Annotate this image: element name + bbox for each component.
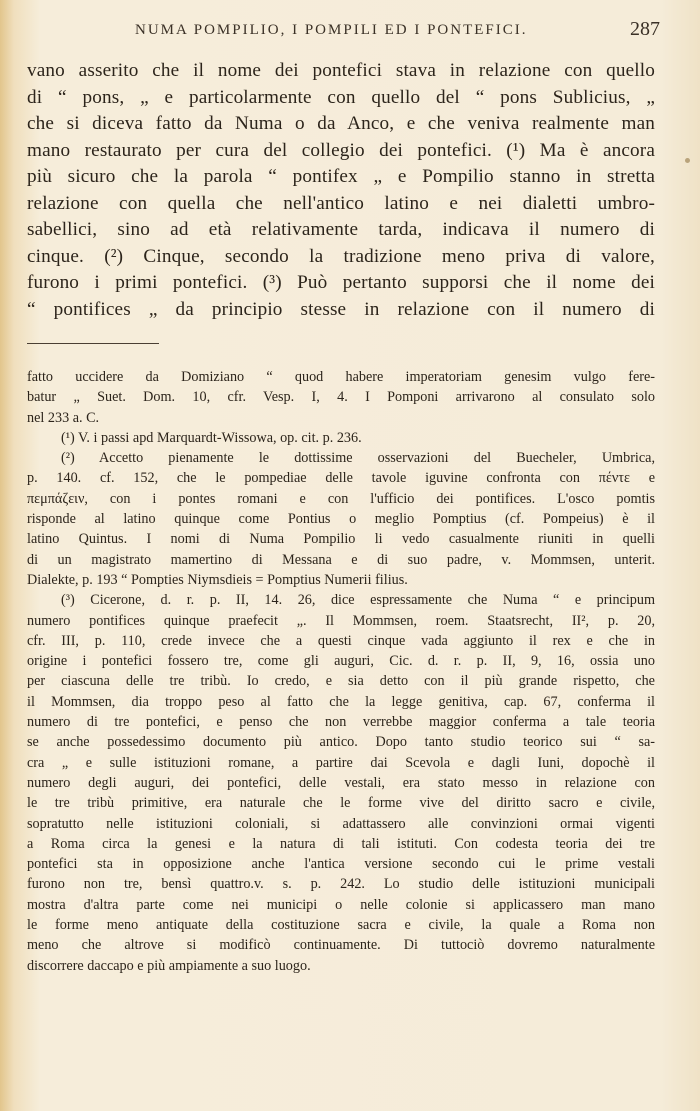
body-line: che si diceva fatto da Numa o da Anco, e che veniva realmente man — [27, 113, 655, 134]
footnote-line: risponde al latino quinque come Pontius o meglio Pomptius (cf. Pompeius) è il — [27, 511, 655, 528]
footnote-line: numero pontifices quinque praefecit „. Il Mommsen, roem. Staatsrecht, II², p. 20, — [27, 612, 655, 629]
footnote-line: latino Quintus. I nomi di Numa Pompilio li vedo casualmente riuniti in quelli — [27, 531, 655, 548]
footnote-line: discorrere daccapo e più ampiamente a suo luogo. — [27, 957, 311, 974]
running-title: NUMA POMPILIO, I POMPILI ED I PONTEFICI. — [135, 22, 528, 38]
footnote-line: πεμπάζειν, con i pontes romani e con l'ufficio dei pontifices. L'osco pomtis — [27, 490, 655, 507]
body-line: vano asserito che il nome dei pontefici stava in relazione con quello — [27, 60, 655, 81]
body-line: relazione con quella che nell'antico latino e nei dialetti umbro- — [27, 192, 655, 214]
footnote-line: cfr. III, p. 110, crede invece che a questi cinque vada aggiunto il rex e che in — [27, 632, 655, 649]
page-number: 287 — [630, 18, 660, 40]
body-line: cinque. (²) Cinque, secondo la tradizione meno priva di valore, — [27, 245, 655, 267]
body-line: “ pontifices „ da principio stesse in relazione con il numero di — [27, 298, 655, 320]
footnote-line: a Roma circa la genesi e la natura di tali istituti. Con codesta teoria dei tre — [27, 835, 655, 852]
footnote-line: numero degli auguri, dei pontefici, delle vestali, era stato messo in relazione con — [27, 774, 655, 791]
footnote-line: sopratutto nelle istituzioni coloniali, si adattassero alle convinzioni ormai vigenti — [27, 815, 655, 832]
footnote-line: pontefici sta in opposizione anche l'antica versione secondo cui le prime vestali — [27, 856, 655, 873]
body-paragraph — [27, 58, 655, 323]
footnote-line: il Mommsen, dia troppo peso al fatto che la legge genitiva, cap. 67, conferma il — [27, 693, 655, 710]
footnote-line: meno che altrove si modificò continuamente. Di tuttociò dovremo naturalmente — [27, 937, 655, 954]
footnote-line: per ciascuna delle tre tribù. Io credo, e sia detto con il più grande rispetto, che — [27, 673, 655, 690]
footnote-line: (³) Cicerone, d. r. p. II, 14. 26, dice espressamente che Numa “ e principum — [61, 592, 655, 609]
footnote-line: cra „ e sulle istituzioni romane, a partire dai Scevola e dagli Iuni, dopochè il — [27, 754, 655, 771]
footnote-line: origine i pontefici fossero tre, come gli auguri, Cic. d. r. p. II, 9, 16, ossia uno — [27, 653, 655, 670]
footnote-line: mostra d'altra parte come nei municipi o nelle colonie si applicassero man mano — [27, 896, 655, 913]
footnote-line: nel 233 a. C. — [27, 409, 100, 426]
body-line: più sicuro che la parola “ pontifex „ e Pompilio stanno in stretta — [27, 166, 655, 187]
body-line: sabellici, sino ad età relativamente tarda, indicava il numero di — [27, 219, 655, 240]
footnote-line: p. 140. cf. 152, che le pompediae delle tavole iguvine confronta con πέντε e — [27, 470, 655, 487]
footnote-line: (²) Accetto pienamente le dottissime osservazioni del Buecheler, Umbrica, — [61, 450, 655, 467]
footnote-line: batur „ Suet. Dom. 10, cfr. Vesp. I, 4. I Pomponi arrivarono al consulato solo — [27, 389, 655, 406]
footnote-line: furono non tre, bensì quattro.v. s. p. 242. Lo studio delle istituzioni municipali — [27, 876, 655, 893]
footnote-line: numero di tre pontefici, e penso che non verrebbe maggior conferma a tale teoria — [27, 714, 655, 731]
footnote-line: se anche possedessimo documento più antico. Dopo tanto studio teorico sui “ sa- — [27, 734, 655, 751]
body-line: di “ pons, „ e particolarmente con quello del “ pons Sublicius, „ — [27, 86, 655, 108]
footnote-line: le tre tribù primitive, era naturale che le forme vive del diritto sacro e civile, — [27, 795, 655, 812]
footnote-line: di un magistrato mamertino di Messana e di suo padre, v. Mommsen, unterit. — [27, 551, 655, 568]
body-line: furono i primi pontefici. (³) Può pertanto supporsi che il nome dei — [27, 272, 655, 293]
footnotes — [27, 367, 655, 976]
paper-blemish — [685, 158, 690, 163]
footnote-line: fatto uccidere da Domiziano “ quod habere imperatoriam genesim vulgo fere- — [27, 369, 655, 385]
footnote-line: Dialekte, p. 193 “ Pompties Niymsdieis = Pomptius Numerii filius. — [27, 571, 408, 588]
footnote-separator — [27, 343, 159, 344]
footnote-line: (¹) V. i passi apd Marquardt-Wissowa, op. cit. p. 236. — [61, 429, 362, 446]
body-line: mano restaurato per cura del collegio dei pontefici. (¹) Ma è ancora — [27, 139, 655, 161]
footnote-line: le forme meno antiquate della costituzione sacra e civile, la quale a Roma non — [27, 917, 655, 934]
page-header — [40, 20, 660, 44]
